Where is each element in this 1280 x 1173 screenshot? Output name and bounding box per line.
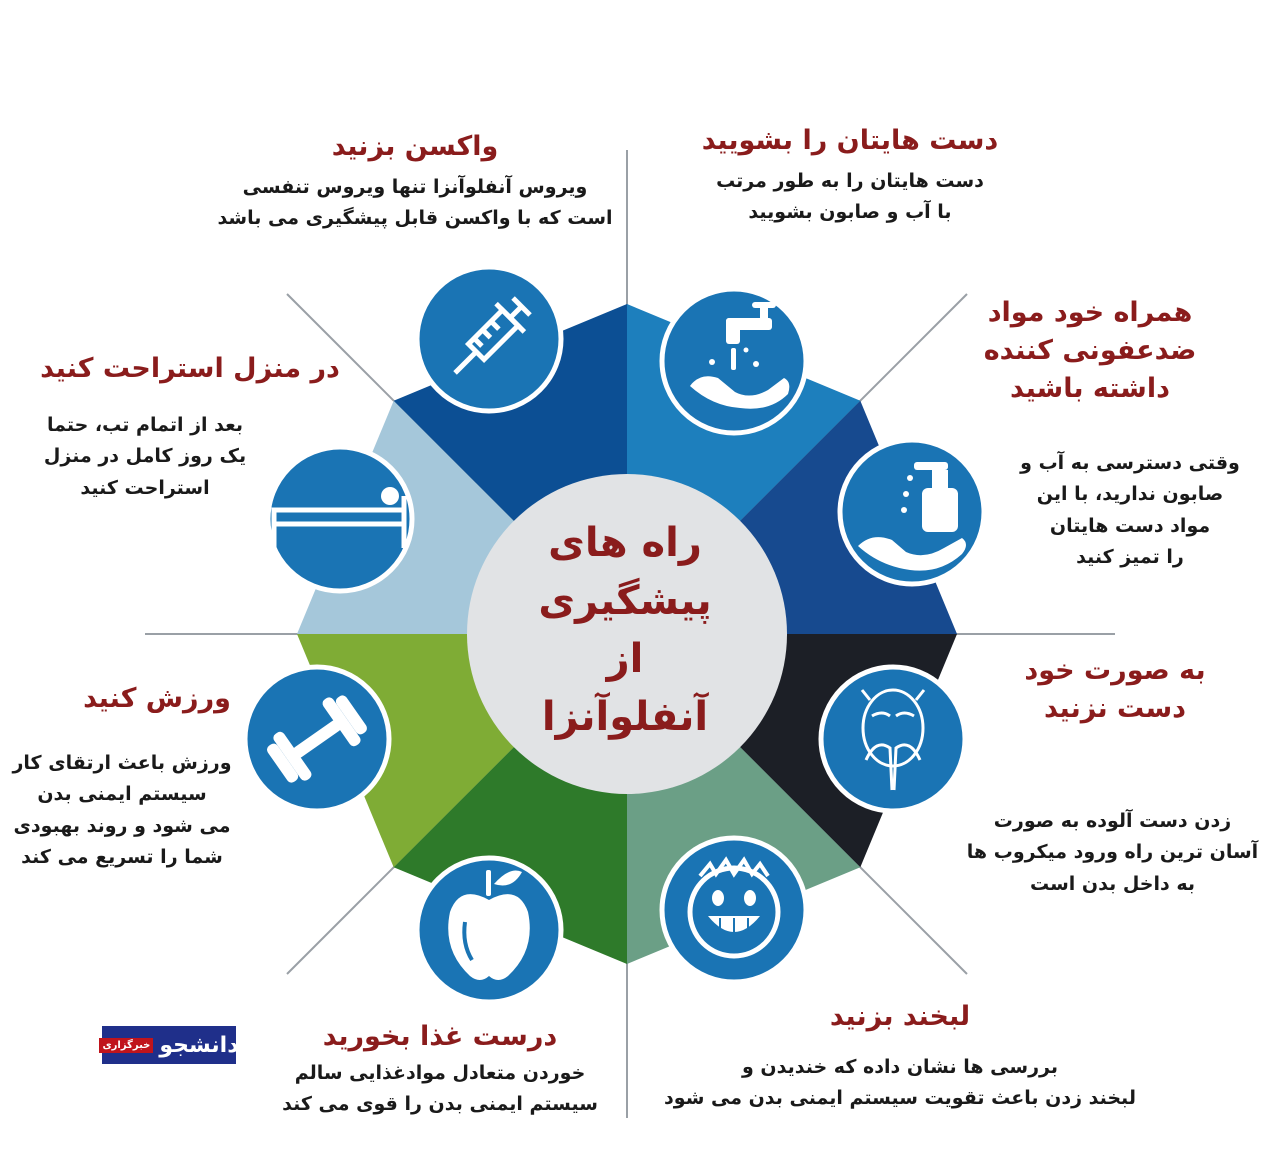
icon-smile: [662, 838, 806, 982]
tip-disinfect-heading-3: داشته باشید: [1010, 372, 1170, 404]
tip-smile: [640, 998, 1160, 1114]
tip-face-body-block: [955, 806, 1270, 900]
title-line-1: راه های: [548, 520, 702, 566]
tip-exercise-body-block: [2, 748, 242, 873]
title-line-2: پیشگیری: [538, 578, 712, 624]
tip-face-heading-block: [1000, 652, 1230, 728]
icon-food: [417, 858, 561, 1002]
tip-face-heading-1: به صورت خود: [1024, 655, 1206, 686]
tip-disinfectant-body-block: [1005, 448, 1255, 573]
tip-disinfect-body-1: وقتی دسترسی به آب و: [1020, 452, 1240, 474]
tip-food-heading: درست غذا بخورید: [322, 1021, 558, 1052]
tip-vaccine-heading: واکسن بزنید: [331, 131, 499, 162]
tip-disinfect-heading-1: همراه خود مواد: [987, 297, 1193, 328]
tip-disinfectant-heading-block: [960, 294, 1220, 407]
center-title: [455, 480, 795, 780]
tip-disinfect-heading-2: ضدعفونی کننده: [983, 334, 1197, 366]
tip-exercise-body-4: شما را تسریع می کند: [21, 846, 223, 869]
tip-wash-hands: [680, 122, 1020, 228]
icon-vaccine: [417, 267, 561, 411]
tip-face-body-2: آسان ترین راه ورود میکروب ها: [966, 841, 1259, 864]
tip-smile-heading: لبخند بزنید: [829, 1001, 971, 1032]
title-line-4: آنفلوآنزا: [541, 694, 709, 740]
tip-exercise-heading-block: [62, 680, 252, 718]
tip-face-heading-2: دست نزنید: [1043, 692, 1187, 724]
tip-vaccine: [200, 128, 630, 234]
tip-wash-heading: دست هایتان را بشویید: [701, 125, 999, 156]
tip-food-body-1: خوردن متعادل موادغذایی سالم: [294, 1061, 586, 1084]
tip-disinfect-body-3: مواد دست هایتان: [1049, 514, 1211, 537]
tip-rest-body-block: [30, 410, 260, 504]
tip-disinfect-body-2: صابون ندارید، با این: [1036, 483, 1224, 506]
tip-face-body-3: به داخل بدن است: [1029, 872, 1196, 895]
icon-disinfectant: [840, 440, 984, 584]
tip-disinfect-body-4: را تمیز کنید: [1076, 546, 1184, 569]
tip-exercise-body-1: ورزش باعث ارتقای کار: [12, 752, 232, 774]
tip-face-body-1: زدن دست آلوده به صورت: [993, 810, 1232, 832]
title-line-3: از: [606, 636, 644, 682]
logo-badge: خبرگزاری: [99, 1038, 153, 1053]
news-agency-logo: [102, 1026, 239, 1064]
tip-rest-heading-block: [20, 350, 360, 388]
icon-face: [821, 667, 965, 811]
tip-rest-heading: در منزل استراحت کنید: [40, 353, 340, 384]
tip-wash-body-2: با آب و صابون بشویید: [748, 201, 952, 224]
tip-wash-body-1: دست هایتان را به طور مرتب: [716, 169, 984, 192]
tip-exercise-body-3: می شود و روند بهبودی: [13, 814, 231, 837]
tip-food: [260, 1018, 620, 1120]
icon-rest: [268, 447, 412, 591]
logo-brand: دانشجو: [159, 1032, 239, 1058]
tip-exercise-body-2: سیستم ایمنی بدن: [37, 783, 207, 806]
tip-rest-body-2: یک روز کامل در منزل: [43, 445, 247, 468]
tip-vaccine-body-1: ویروس آنفلوآنزا تنها ویروس تنفسی: [242, 175, 588, 198]
tip-food-body-2: سیستم ایمنی بدن را قوی می کند: [282, 1093, 598, 1116]
tip-rest-body-1: بعد از اتمام تب، حتما: [47, 414, 243, 436]
tip-exercise-heading: ورزش کنید: [83, 683, 231, 714]
tip-smile-body-2: لبخند زدن باعث تقویت سیستم ایمنی بدن می شود: [664, 1087, 1136, 1110]
tip-smile-body-1: بررسی ها نشان داده که خندیدن و: [742, 1055, 1058, 1078]
tip-rest-body-3: استراحت کنید: [80, 476, 210, 499]
icon-wash-hands: [662, 289, 806, 433]
tip-vaccine-body-2: است که با واکسن قابل پیشگیری می باشد: [217, 207, 613, 230]
icon-exercise: [245, 667, 389, 811]
